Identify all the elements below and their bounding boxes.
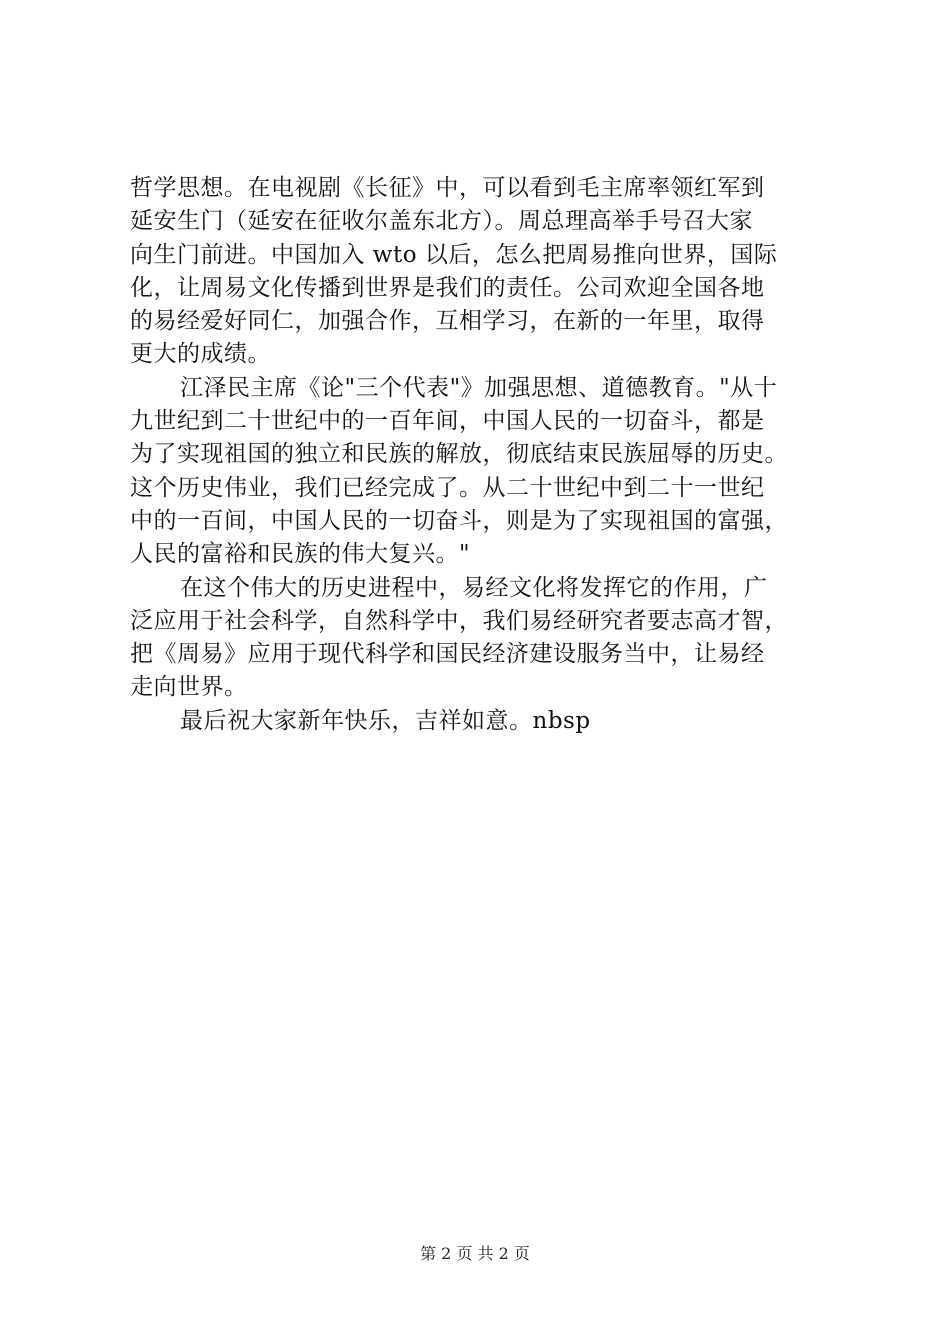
text-line: 的易经爱好同仁，加强合作，互相学习，在新的一年里，取得 — [130, 308, 765, 335]
text-line: 九世纪到二十世纪中的一百年间，中国人民的一切奋斗，都是 — [130, 408, 765, 435]
text-line: 走向世界。 — [130, 674, 248, 701]
text-line: 在这个伟大的历史进程中，易经文化将发挥它的作用，广 — [180, 574, 768, 601]
text-line: 最后祝大家新年快乐，吉祥如意。nbsp — [180, 707, 591, 734]
body-text — [130, 172, 830, 738]
text-line: 向生门前进。中国加入 wto 以后，怎么把周易推向世界，国际 — [130, 241, 778, 268]
text-line: 把《周易》应用于现代科学和国民经济建设服务当中，让易经 — [130, 641, 765, 668]
text-line: 化，让周易文化传播到世界是我们的责任。公司欢迎全国各地 — [130, 274, 765, 301]
text-line: 这个历史伟业，我们已经完成了。从二十世纪中到二十一世纪 — [130, 474, 765, 501]
text-line: 延安生门（延安在征收尔盖东北方）。周总理高举手号召大家 — [130, 208, 753, 235]
text-line: 中的一百间，中国人民的一切奋斗，则是为了实现祖国的富强， — [130, 507, 788, 534]
text-line: 人民的富裕和民族的伟大复兴。" — [130, 541, 471, 568]
page-footer: 第 2 页 共 2 页 — [420, 1244, 530, 1263]
text-line: 更大的成绩。 — [130, 341, 271, 368]
text-line: 江泽民主席《论"三个代表"》加强思想、道德教育。"从十 — [180, 374, 778, 401]
text-line: 哲学思想。在电视剧《长征》中，可以看到毛主席率领红军到 — [130, 175, 765, 201]
text-line: 为了实现祖国的独立和民族的解放，彻底结束民族屈辱的历史。 — [130, 441, 788, 468]
text-line: 泛应用于社会科学，自然科学中，我们易经研究者要志高才智， — [130, 607, 788, 634]
